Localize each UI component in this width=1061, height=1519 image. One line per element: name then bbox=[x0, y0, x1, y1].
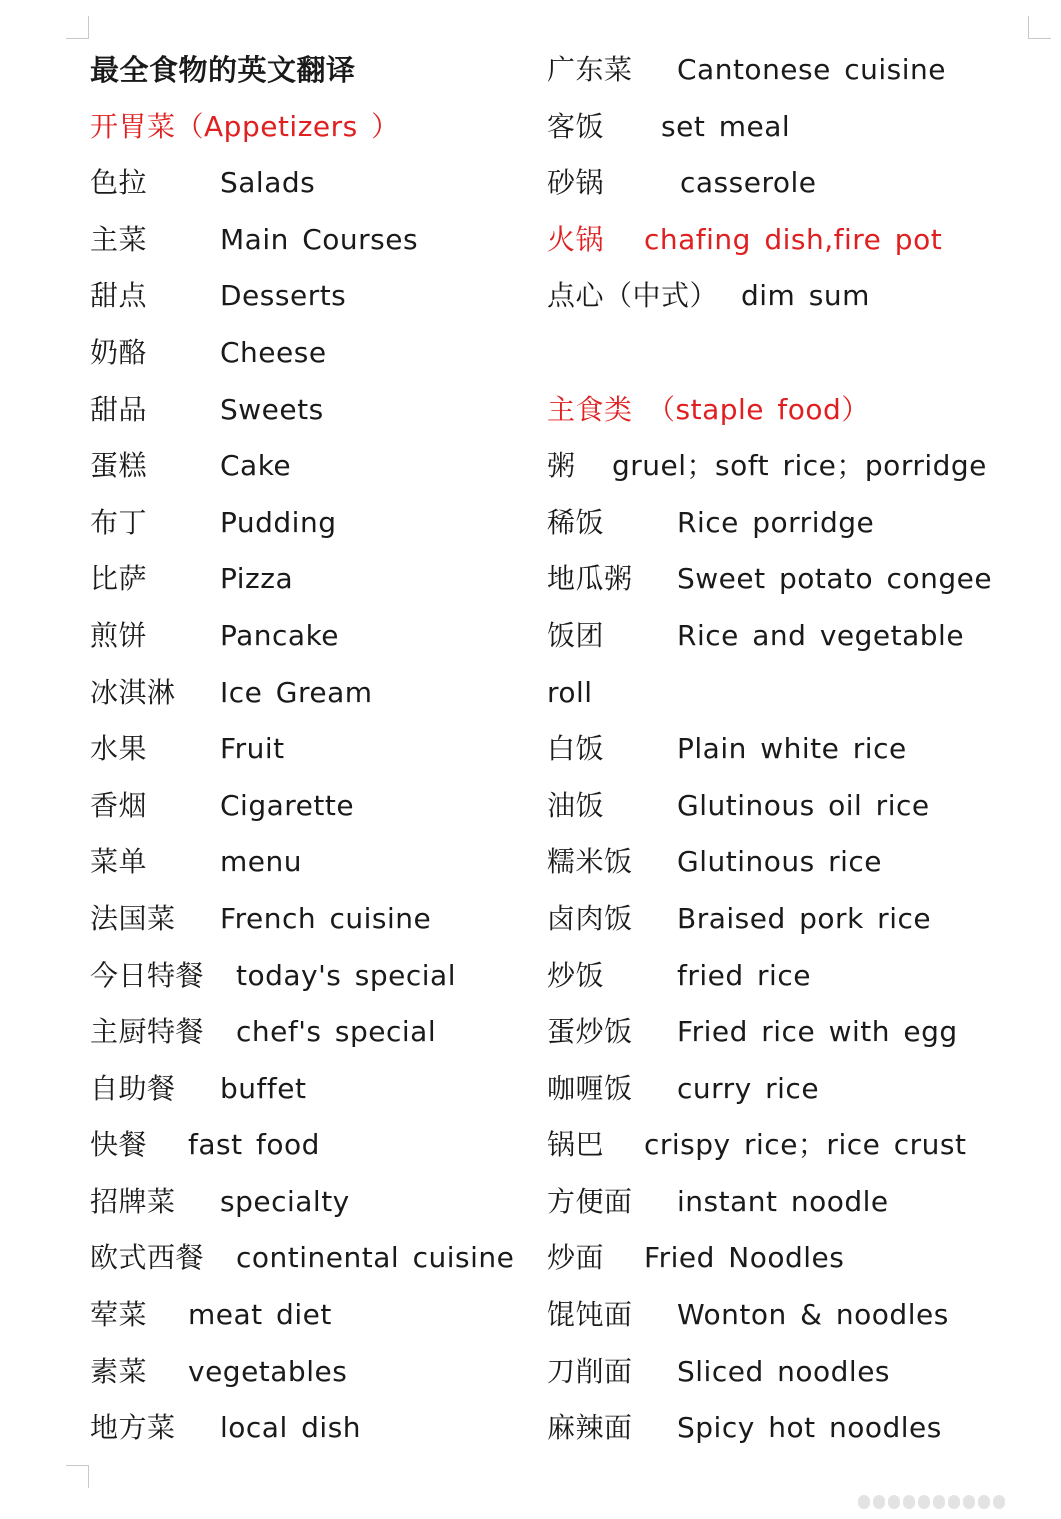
english-term: fried rice bbox=[677, 958, 811, 992]
vocab-entry bbox=[547, 551, 1017, 608]
chinese-term: 咖喱饭 bbox=[547, 1071, 633, 1105]
english-term: gruel；soft rice；porridge bbox=[612, 449, 987, 483]
crop-mark-bottom-left bbox=[66, 1465, 89, 1488]
english-term: Main Courses bbox=[220, 222, 419, 256]
crop-mark-top-right bbox=[1028, 16, 1051, 39]
chinese-term: 甜点 bbox=[90, 279, 148, 313]
chinese-term: 菜单 bbox=[90, 845, 148, 879]
page-title bbox=[90, 42, 530, 99]
chinese-term: 蛋糕 bbox=[90, 449, 148, 483]
chinese-term: 砂锅 bbox=[547, 166, 605, 200]
chinese-term: 素菜 bbox=[90, 1354, 148, 1388]
chinese-term: 方便面 bbox=[547, 1184, 633, 1218]
chinese-term: 馄饨面 bbox=[547, 1298, 633, 1332]
english-term: meat diet bbox=[188, 1298, 332, 1332]
english-term: Fruit bbox=[220, 732, 285, 766]
english-term: chafing dish,fire pot bbox=[644, 222, 943, 256]
chinese-term: 地瓜粥 bbox=[547, 562, 633, 596]
vocab-entry bbox=[90, 551, 530, 608]
english-term: local dish bbox=[220, 1411, 362, 1445]
english-term: dim sum bbox=[741, 279, 870, 313]
vocab-entry bbox=[90, 325, 530, 382]
chinese-term: 锅巴 bbox=[547, 1128, 605, 1162]
vocab-entry bbox=[90, 438, 530, 495]
vocab-entry bbox=[547, 891, 1017, 948]
english-term: today's special bbox=[236, 958, 456, 992]
english-term: Cheese bbox=[220, 335, 327, 369]
vocab-entry bbox=[90, 608, 530, 665]
english-term: Rice and vegetable bbox=[677, 618, 965, 652]
vocab-entry bbox=[547, 99, 1017, 156]
english-term: Cake bbox=[220, 449, 292, 483]
vocab-entry bbox=[547, 382, 1017, 439]
chinese-term: 蛋炒饭 bbox=[547, 1015, 633, 1049]
vocab-entry bbox=[90, 1061, 530, 1118]
vocab-entry bbox=[547, 608, 1017, 665]
chinese-term: 水果 bbox=[90, 732, 148, 766]
chinese-term: 主菜 bbox=[90, 222, 148, 256]
vocab-entry bbox=[90, 268, 530, 325]
vocab-entry bbox=[547, 1174, 1017, 1231]
vocab-entry bbox=[90, 1174, 530, 1231]
vocab-entry bbox=[547, 721, 1017, 778]
chinese-term: 广东菜 bbox=[547, 53, 633, 86]
vocab-entry bbox=[547, 834, 1017, 891]
vocab-entry bbox=[547, 325, 1017, 382]
chinese-term: 快餐 bbox=[90, 1128, 148, 1162]
chinese-term: 招牌菜 bbox=[90, 1184, 176, 1218]
chinese-term: 香烟 bbox=[90, 788, 148, 822]
chinese-term: 冰淇淋 bbox=[90, 675, 176, 709]
english-term: Cantonese cuisine bbox=[677, 53, 947, 86]
right-column bbox=[547, 42, 1017, 1457]
english-term: continental cuisine bbox=[236, 1241, 515, 1275]
english-term: Pancake bbox=[220, 618, 340, 652]
vocab-entry bbox=[547, 1004, 1017, 1061]
vocab-entry bbox=[90, 891, 530, 948]
english-term: roll bbox=[547, 675, 593, 709]
vocab-entry bbox=[547, 1061, 1017, 1118]
chinese-term: 点心（中式） bbox=[547, 279, 719, 313]
chinese-term: 最全食物的英文翻译 bbox=[90, 53, 356, 87]
vocab-entry bbox=[547, 268, 1017, 325]
english-term: Spicy hot noodles bbox=[677, 1411, 942, 1445]
vocab-entry bbox=[90, 721, 530, 778]
chinese-term: 稀饭 bbox=[547, 505, 605, 539]
vocab-entry bbox=[547, 1117, 1017, 1174]
vocab-entry bbox=[90, 1004, 530, 1061]
vocab-entry bbox=[547, 1400, 1017, 1457]
chinese-term: 法国菜 bbox=[90, 901, 176, 935]
english-term: Rice porridge bbox=[677, 505, 875, 539]
chinese-term: 卤肉饭 bbox=[547, 901, 633, 935]
chinese-term: 开胃菜 bbox=[90, 109, 176, 143]
vocab-entry bbox=[90, 155, 530, 212]
vocab-entry bbox=[90, 1117, 530, 1174]
english-term: Glutinous oil rice bbox=[677, 788, 930, 822]
vocab-entry bbox=[90, 99, 530, 156]
vocab-entry bbox=[90, 1400, 530, 1457]
english-term: instant noodle bbox=[677, 1184, 889, 1218]
english-term: （staple food） bbox=[647, 392, 870, 426]
chinese-term: 粥 bbox=[547, 449, 576, 483]
english-term: Plain white rice bbox=[677, 732, 907, 766]
english-term: Desserts bbox=[220, 279, 347, 313]
vocab-entry bbox=[90, 1230, 530, 1287]
vocab-entry bbox=[547, 1344, 1017, 1401]
vocab-entry bbox=[547, 155, 1017, 212]
chinese-term: 自助餐 bbox=[90, 1071, 176, 1105]
english-term: Fried rice with egg bbox=[677, 1015, 958, 1049]
vocab-entry bbox=[90, 1344, 530, 1401]
chinese-term: 糯米饭 bbox=[547, 845, 633, 879]
english-term: casserole bbox=[680, 166, 817, 200]
vocab-entry bbox=[547, 438, 1017, 495]
english-term: Fried Noodles bbox=[644, 1241, 845, 1275]
vocab-entry bbox=[547, 948, 1017, 1005]
english-term: vegetables bbox=[188, 1354, 348, 1388]
vocab-entry bbox=[547, 495, 1017, 552]
english-term: buffet bbox=[220, 1071, 307, 1105]
chinese-term: 炒饭 bbox=[547, 958, 605, 992]
vocab-entry bbox=[90, 665, 530, 722]
chinese-term: 今日特餐 bbox=[90, 958, 205, 992]
english-term: curry rice bbox=[677, 1071, 820, 1105]
crop-mark-top-left bbox=[66, 16, 89, 39]
english-term: set meal bbox=[661, 109, 791, 143]
vocab-entry bbox=[90, 1287, 530, 1344]
chinese-term: 主厨特餐 bbox=[90, 1015, 205, 1049]
vocab-entry bbox=[547, 665, 1017, 722]
vocab-entry bbox=[90, 382, 530, 439]
vocab-entry bbox=[90, 834, 530, 891]
english-term: French cuisine bbox=[220, 901, 432, 935]
english-term: Ice Gream bbox=[220, 675, 373, 709]
english-term: （Appetizers ） bbox=[175, 109, 400, 143]
chinese-term: 主食类 bbox=[547, 392, 633, 426]
english-term: specialty bbox=[220, 1184, 350, 1218]
chinese-term: 甜品 bbox=[90, 392, 148, 426]
chinese-term: 饭团 bbox=[547, 618, 605, 652]
vocab-entry bbox=[547, 42, 1017, 99]
chinese-term: 刀削面 bbox=[547, 1354, 633, 1388]
vocab-entry bbox=[90, 495, 530, 552]
english-term: Braised pork rice bbox=[677, 901, 932, 935]
chinese-term: 麻辣面 bbox=[547, 1411, 633, 1445]
chinese-term: 色拉 bbox=[90, 166, 148, 200]
vocab-entry bbox=[547, 778, 1017, 835]
chinese-term: 地方菜 bbox=[90, 1411, 176, 1445]
english-term: Wonton & noodles bbox=[677, 1298, 949, 1332]
chinese-term: 白饭 bbox=[547, 732, 605, 766]
chinese-term: 欧式西餐 bbox=[90, 1241, 205, 1275]
chinese-term: 火锅 bbox=[547, 222, 605, 256]
vocab-entry bbox=[547, 212, 1017, 269]
vocab-entry bbox=[90, 778, 530, 835]
english-term: Cigarette bbox=[220, 788, 355, 822]
watermark-icon bbox=[858, 1495, 1008, 1509]
english-term: Pizza bbox=[220, 562, 294, 596]
vocab-entry bbox=[547, 1230, 1017, 1287]
chinese-term: 油饭 bbox=[547, 788, 605, 822]
vocab-entry bbox=[90, 212, 530, 269]
english-term: chef's special bbox=[236, 1015, 437, 1049]
english-term: Salads bbox=[220, 166, 316, 200]
chinese-term: 奶酪 bbox=[90, 335, 148, 369]
vocab-entry bbox=[547, 1287, 1017, 1344]
left-column bbox=[90, 42, 530, 1457]
english-term: fast food bbox=[188, 1128, 320, 1162]
chinese-term: 客饭 bbox=[547, 109, 605, 143]
chinese-term: 炒面 bbox=[547, 1241, 605, 1275]
chinese-term: 布丁 bbox=[90, 505, 148, 539]
english-term: Pudding bbox=[220, 505, 337, 539]
english-term: Sweet potato congee bbox=[677, 562, 993, 596]
chinese-term: 荤菜 bbox=[90, 1298, 148, 1332]
chinese-term: 比萨 bbox=[90, 562, 148, 596]
english-term: Sliced noodles bbox=[677, 1354, 891, 1388]
english-term: crispy rice；rice crust bbox=[644, 1128, 967, 1162]
chinese-term: 煎饼 bbox=[90, 618, 148, 652]
english-term: Sweets bbox=[220, 392, 324, 426]
vocab-entry bbox=[90, 948, 530, 1005]
english-term: menu bbox=[220, 845, 302, 879]
english-term: Glutinous rice bbox=[677, 845, 883, 879]
